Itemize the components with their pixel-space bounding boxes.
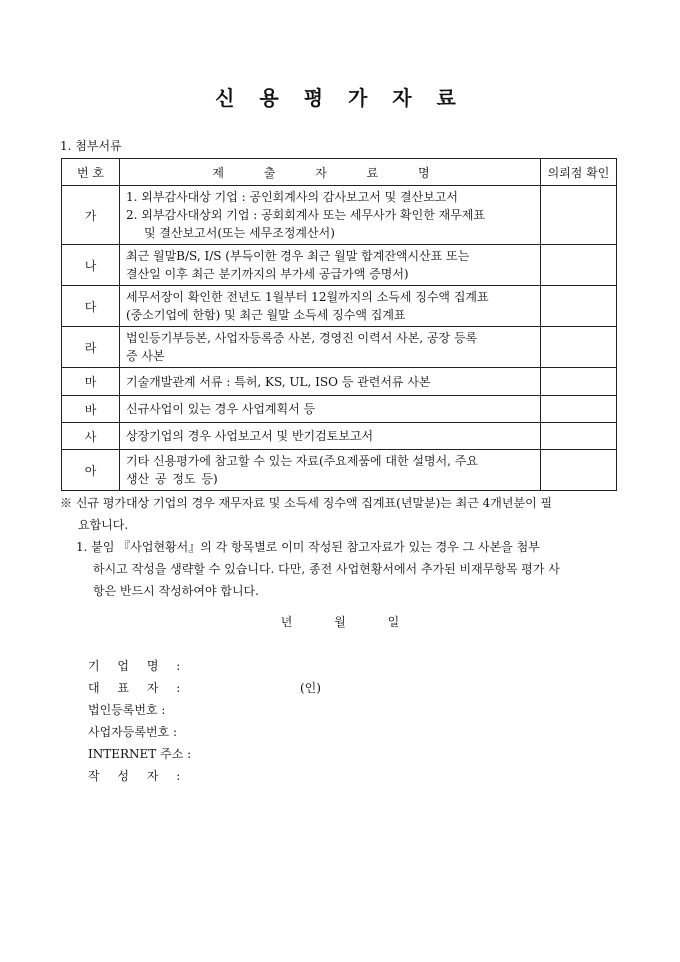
table-row (62, 286, 617, 327)
header-number: 번 호 (62, 159, 120, 186)
row-number: 나 (62, 245, 120, 286)
table-row (62, 186, 617, 245)
table-row (62, 245, 617, 286)
row-description (120, 286, 541, 327)
header-document-name: 제 출 자 료 명 (120, 159, 541, 186)
description-line: 세무서장이 확인한 전년도 1월부터 12월까지의 소득세 징수액 집계표 (126, 290, 489, 304)
description-line: 법인등기부등본, 사업자등록증 사본, 경영진 이력서 사본, 공장 등록 (126, 331, 478, 345)
internet-row (88, 743, 191, 765)
description-line: 및 결산보고서(또는 세무조정계산서) (144, 226, 335, 240)
company-name-row (88, 655, 191, 677)
corp-reg-label: 법인등록번호 : (88, 703, 166, 717)
corp-reg-row (88, 699, 191, 721)
check-cell (541, 423, 617, 450)
note-line: 항은 반드시 작성하여야 합니다. (93, 584, 259, 598)
note-line: 하시고 작성을 생략할 수 있습니다. 다만, 종전 사업현황서에서 추가된 비재무항목 평가 사 (93, 562, 560, 576)
author-label: 작 성 자 : (88, 769, 181, 783)
row-description (120, 368, 541, 396)
row-number: 아 (62, 450, 120, 491)
company-name-label: 기 업 명 : (88, 659, 181, 673)
check-cell (541, 186, 617, 245)
table-row (62, 368, 617, 396)
description-line: 신규사업이 있는 경우 사업계획서 등 (126, 402, 316, 416)
description-line: 상장기업의 경우 사업보고서 및 반기검토보고서 (126, 429, 374, 443)
row-number: 바 (62, 396, 120, 423)
note-line: 1. 붙임 『사업현황서』의 각 항목별로 이미 작성된 참고자료가 있는 경우 그 사본을 첨부 (76, 540, 540, 554)
row-description (120, 423, 541, 450)
description-line: 기술개발관계 서류 : 특허, KS, UL, ISO 등 관련서류 사본 (126, 374, 431, 389)
seal-mark: (인) (300, 681, 321, 695)
documents-table (61, 158, 617, 491)
table-row (62, 423, 617, 450)
date-line: 년 월 일 (280, 615, 400, 629)
description-line: 최근 월말B/S, I/S (부득이한 경우 최근 월말 합계잔액시산표 또는 (126, 249, 470, 263)
check-cell (541, 245, 617, 286)
signature-block (88, 655, 321, 787)
description-line: 기타 신용평가에 참고할 수 있는 자료(주요제품에 대한 설명서, 주요 (126, 454, 478, 468)
row-number: 마 (62, 368, 120, 396)
note-line: 요합니다. (78, 518, 129, 532)
note-line: ※ 신규 평가대상 기업의 경우 재무자료 및 소득세 징수액 집계표(년말분)는 최근 4개년분이 필 (60, 496, 553, 510)
description-line: 증 사본 (126, 349, 165, 363)
table-row (62, 450, 617, 491)
row-description (120, 396, 541, 423)
table-header-row (62, 159, 617, 186)
description-line: 1. 외부감사대상 기업 : 공인회계사의 감사보고서 및 결산보고서 (126, 190, 458, 204)
biz-reg-row (88, 721, 191, 743)
check-cell (541, 450, 617, 491)
row-number: 가 (62, 186, 120, 245)
internet-label: INTERNET 주소 : (88, 747, 192, 761)
check-cell (541, 396, 617, 423)
header-check: 의뢰점 확인 (541, 159, 617, 186)
biz-reg-label: 사업자등록번호 : (88, 725, 178, 739)
row-description (120, 450, 541, 491)
description-line: 생산 공 정도 등) (126, 472, 218, 486)
description-line: 2. 외부감사대상외 기업 : 공회회계사 또는 세무사가 확인한 재무제표 (126, 208, 485, 222)
section-heading: 1. 첨부서류 (60, 139, 122, 153)
check-cell (541, 286, 617, 327)
check-cell (541, 368, 617, 396)
row-description (120, 186, 541, 245)
table-row (62, 396, 617, 423)
representative-row (88, 677, 321, 699)
check-cell (541, 327, 617, 368)
description-line: 결산일 이후 최근 분기까지의 부가세 공급가액 증명서) (126, 267, 409, 281)
row-number: 다 (62, 286, 120, 327)
row-description (120, 327, 541, 368)
page-title: 신 용 평 가 자 료 (215, 86, 465, 110)
row-number: 라 (62, 327, 120, 368)
note-paragraph (60, 492, 552, 536)
table-row (62, 327, 617, 368)
note-paragraph (76, 536, 560, 602)
row-description (120, 245, 541, 286)
description-line: (중소기업에 한함) 및 최근 월말 소득세 징수액 집계표 (126, 308, 406, 322)
row-number: 사 (62, 423, 120, 450)
representative-label: 대 표 자 : (88, 681, 181, 695)
author-row (88, 765, 191, 787)
